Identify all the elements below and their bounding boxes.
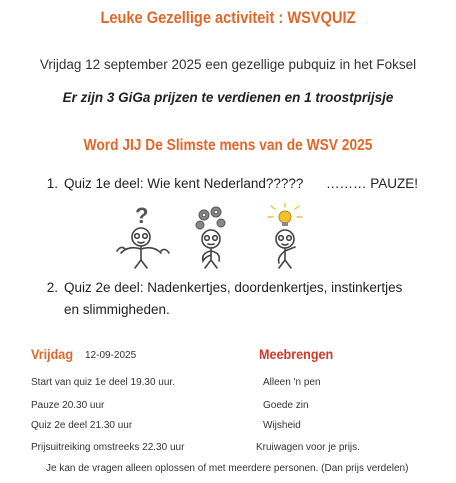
footer-note: Je kan de vragen alleen oplossen of met meerdere personen. (Dan prijs verdelen) (46, 463, 409, 474)
list-item-extra: ……… PAUZE! (326, 176, 419, 191)
schedule-heading: Vrijdag (31, 346, 74, 362)
question-mark-icon (135, 203, 148, 228)
schedule-row: Start van quiz 1e deel 19.30 uur. (31, 377, 175, 388)
section-heading: Word JIJ De Slimste mens van de WSV 2025 (83, 137, 373, 154)
bring-row: Goede zin (263, 400, 309, 411)
list-item-text-continued: en slimmigheden. (64, 302, 170, 317)
list-number: 1. (46, 176, 58, 191)
list-item-text: Quiz 1e deel: Wie kent Nederland????? (64, 176, 304, 191)
schedule-row: Quiz 2e deel 21.30 uur (31, 420, 133, 431)
schedule-row: Prijsuitreiking omstreeks 22.30 uur (31, 442, 185, 453)
svg-text:?: ? (135, 203, 149, 228)
lightbulb-icon (268, 203, 302, 226)
bring-row: Kruiwagen voor je prijs. (256, 442, 360, 453)
schedule-date: 12-09-2025 (85, 350, 137, 361)
page-title: Leuke Gezellige activiteit : WSVQUIZ (100, 8, 356, 27)
schedule-row: Pauze 20.30 uur (31, 400, 105, 411)
event-subtitle: Vrijdag 12 september 2025 een gezellige pubquiz in het Foksel (39, 57, 417, 72)
list-number: 2. (46, 280, 58, 295)
gears-icon (196, 207, 225, 229)
prizes-text: Er zijn 3 GiGa prijzen te verdienen en 1 troostprijsje (62, 90, 394, 105)
bring-row: Wijsheid (263, 420, 301, 431)
quiz-illustration (95, 203, 335, 269)
bring-row: Alleen 'n pen (263, 377, 321, 388)
list-item-text: Quiz 2e deel: Nadenkertjes, doordenkertjes, instinkertjes (64, 280, 403, 295)
bring-heading: Meebrengen (259, 346, 334, 362)
